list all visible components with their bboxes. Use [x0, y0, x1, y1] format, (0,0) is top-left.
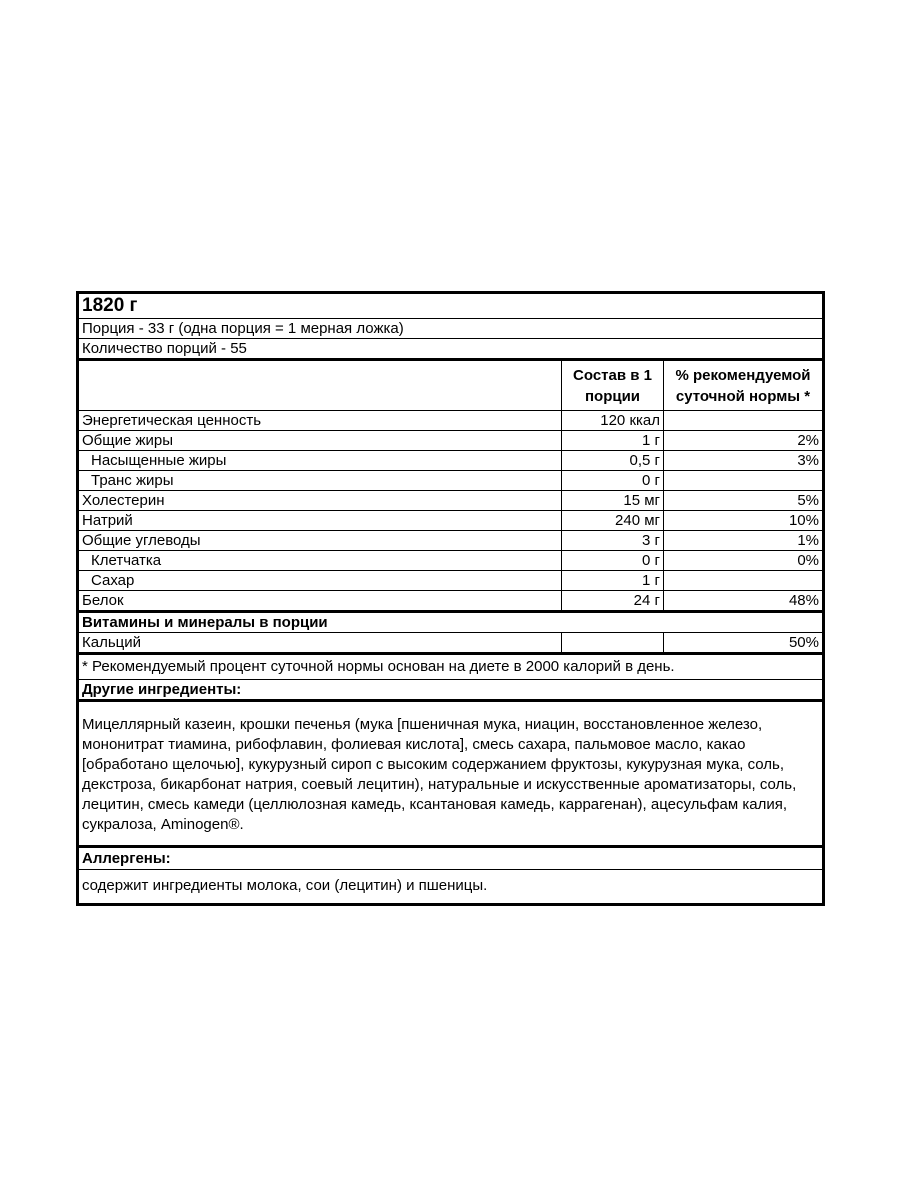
nutrient-amount: 1 г — [562, 571, 664, 590]
serving-row — [79, 319, 822, 339]
servings-count-row — [79, 339, 822, 361]
nutrient-amount: 24 г — [562, 591, 664, 610]
nutrient-amount: 1 г — [562, 431, 664, 450]
footnote-row — [79, 655, 822, 680]
nutrient-name: Белок — [79, 591, 562, 610]
nutrient-amount: 15 мг — [562, 491, 664, 510]
nutrient-daily-value: 0% — [797, 552, 819, 569]
nutrient-amount: 0 г — [562, 551, 664, 570]
header-empty-cell — [79, 361, 562, 410]
nutrition-label — [76, 291, 825, 906]
nutrient-daily-value — [664, 411, 822, 430]
nutrient-daily-value: 48% — [788, 592, 819, 609]
table-row — [79, 471, 822, 491]
footnote: * Рекомендуемый процент суточной нормы основан на диете в 2000 калорий в день. — [82, 658, 675, 675]
table-row — [79, 531, 822, 551]
nutrient-amount: 120 ккал — [562, 411, 664, 430]
nutrient-amount: 3 г — [562, 531, 664, 550]
nutrient-daily-value: 3% — [797, 452, 819, 469]
table-row — [79, 551, 822, 571]
nutrient-name: Сахар — [79, 571, 562, 590]
nutrient-daily-value — [664, 471, 822, 490]
nutrient-daily-value: 10% — [788, 512, 819, 529]
allergens-heading: Аллергены: — [82, 850, 171, 867]
vitamin-daily-value: 50% — [788, 634, 819, 651]
table-header-row — [79, 361, 822, 411]
vitamins-heading-row — [79, 613, 822, 633]
nutrient-name: Холестерин — [79, 491, 562, 510]
table-row — [79, 633, 822, 655]
nutrient-amount: 240 мг — [562, 511, 664, 530]
nutrient-daily-value — [664, 571, 822, 590]
servings-count: Количество порций - 55 — [82, 340, 247, 357]
nutrient-daily-value: 1% — [797, 532, 819, 549]
ingredients-text: Мицеллярный казеин, крошки печенья (мука [пшеничная мука, ниацин, восстановленное железо, мононитрат тиамина, рибофлавин, фолиевая кислота], смесь сахара, пальмовое масло, какао [обработано щелочью], кукурузный сироп с высоким содержанием фруктозы, кукурузная мука, соль, декстроза, бикарбонат натрия, соевый лецитин), натуральные и искусственные ароматизаторы, соль, лецитин, смесь камеди (целлюлозная камедь, ксантановая камедь, каррагенан), ацесульфам калия, сукралоза, Aminogen®. — [82, 716, 797, 833]
allergens-text: содержит ингредиенты молока, сои (лецитин) и пшеницы. — [82, 877, 488, 894]
ingredients-heading-row — [79, 680, 822, 702]
allergens-heading-row — [79, 848, 822, 870]
table-row — [79, 411, 822, 431]
table-row — [79, 591, 822, 613]
weight-row — [79, 294, 822, 319]
vitamins-heading: Витамины и минералы в порции — [82, 614, 328, 631]
nutrient-amount: 0 г — [562, 471, 664, 490]
vitamin-name: Кальций — [79, 633, 562, 652]
vitamin-amount — [562, 633, 664, 652]
nutrient-name: Общие жиры — [79, 431, 562, 450]
nutrient-name: Насыщенные жиры — [79, 451, 562, 470]
package-weight: 1820 г — [82, 295, 138, 316]
nutrient-name: Клетчатка — [79, 551, 562, 570]
serving-size: Порция - 33 г (одна порция = 1 мерная ложка) — [82, 320, 404, 337]
column-header-daily-value: % рекомендуемой суточной нормы * — [675, 367, 811, 405]
table-row — [79, 511, 822, 531]
table-row — [79, 431, 822, 451]
table-row — [79, 491, 822, 511]
allergens-row — [79, 870, 822, 903]
table-row — [79, 451, 822, 471]
nutrient-daily-value: 2% — [797, 432, 819, 449]
nutrient-name: Энергетическая ценность — [79, 411, 562, 430]
nutrient-daily-value: 5% — [797, 492, 819, 509]
nutrient-amount: 0,5 г — [562, 451, 664, 470]
nutrient-name: Натрий — [79, 511, 562, 530]
column-header-per-serving: Состав в 1 порции — [562, 361, 664, 410]
nutrient-name: Транс жиры — [79, 471, 562, 490]
table-row — [79, 571, 822, 591]
nutrient-name: Общие углеводы — [79, 531, 562, 550]
ingredients-row — [79, 702, 822, 848]
ingredients-heading: Другие ингредиенты: — [82, 681, 242, 698]
